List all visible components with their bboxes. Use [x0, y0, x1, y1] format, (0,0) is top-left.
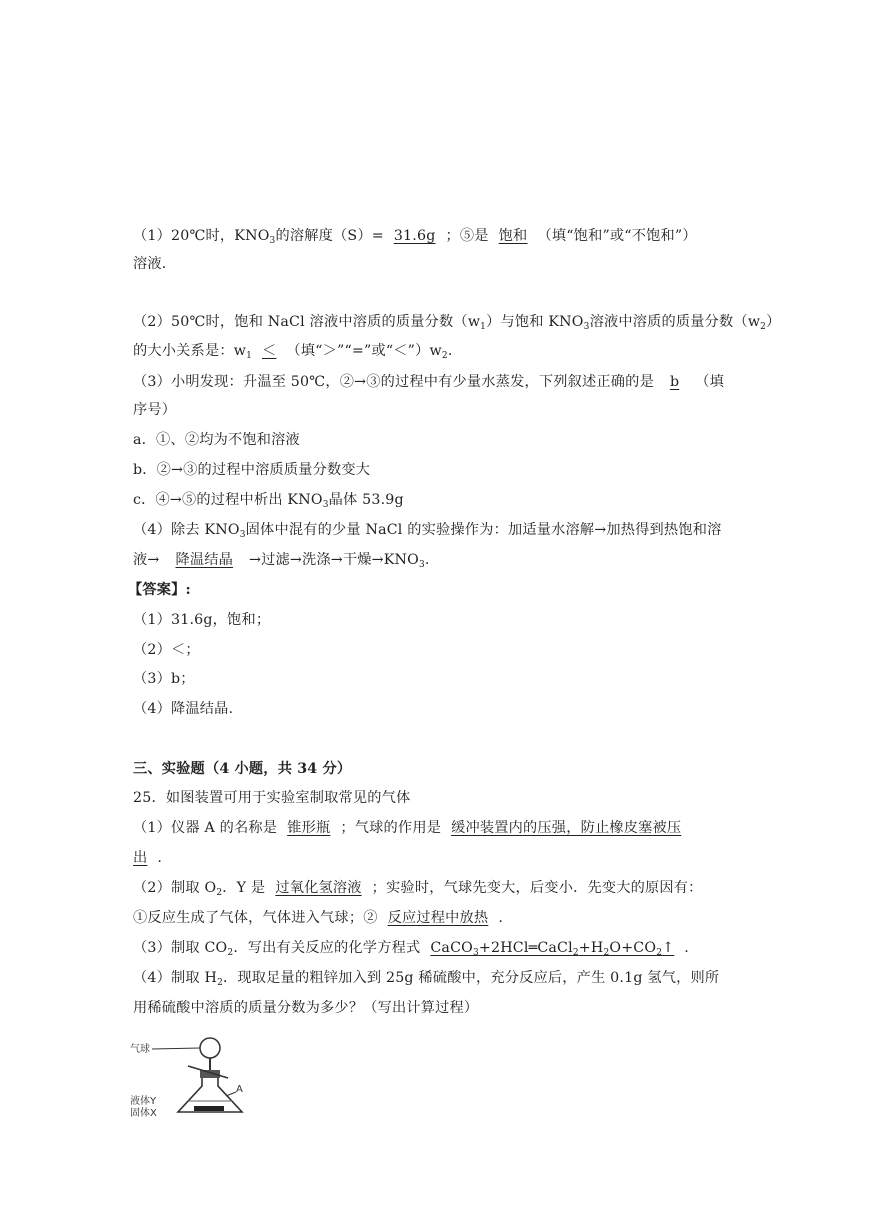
q25-part3: （3）制取 $CO_2$．写出有关反应的化学方程式 $CaCO_3+2HCl═CaCl_2+H_2O+CO_2↑$ .	[133, 940, 689, 958]
q3-option-c: c．④→⑤的过程中析出 $KNO_3$晶体 53.9g	[133, 492, 404, 510]
q25-part2-line1: （2）制取 $O_2$．Y 是 过氧化氢溶液 ；实验时，气球先变大，后变小．先变大的原因有：	[133, 880, 703, 898]
q25-part4-line2: 用稀硫酸中溶质的质量分数为多少？（写出计算过程）	[133, 1000, 479, 1016]
q1-answer-solubility: 31.6g	[393, 228, 436, 244]
q25-part1-answer-balloon: 缓冲装置内的压强，防止橡皮塞被压	[451, 820, 682, 836]
q25-part2-line2: ①反应生成了气体，气体进入气球；② 反应过程中放热 .	[133, 910, 504, 926]
q25-part2-answer-y: 过氧化氢溶液	[275, 880, 362, 896]
q2-line1: （2）50℃时，饱和 NaCl 溶液中溶质的质量分数$(w_1)$与饱和 $KNO_3$溶液中溶质的质量分数$(w_2)$	[133, 314, 781, 332]
q3-line1: （3）小明发现：升温至 50℃，②→③的过程中有少量水蒸发，下列叙述正确的是 b （填	[133, 374, 725, 390]
answer-2: （2）＜；	[133, 642, 200, 658]
q3-line2: 序号）	[133, 402, 177, 418]
q25-part1-answer-flask: 锥形瓶	[287, 820, 331, 836]
pointer-a	[226, 1092, 236, 1096]
q3-option-a: a．①、②均为不饱和溶液	[133, 432, 300, 448]
apparatus-figure	[128, 1030, 248, 1120]
q3-option-b: b．②→③的过程中溶质质量分数变大	[133, 462, 371, 478]
solid-x	[194, 1106, 224, 1111]
q1-line1: （1）20℃时，$KNO_3$的溶解度（S）= 31.6g ；⑤是 饱和 （填“饱和”或“不饱和”）	[133, 228, 697, 246]
section-heading: 三、实验题（4 小题，共 34 分）	[133, 761, 352, 777]
q25-part4-line1: （4）制取 $H_2$．现取足量的粗锌加入到 25g 稀硫酸中，充分反应后，产生 0.1g 氢气，则所	[133, 970, 720, 988]
answer-heading: 【答案】:	[128, 582, 191, 598]
q2-line2: 的大小关系是：$w_1$ ＜ （填“＞”“=”或“$<”)w_2$.	[133, 343, 453, 361]
q3-answer: b	[669, 374, 680, 390]
pointer-balloon	[152, 1048, 200, 1049]
q1-answer-saturated: 饱和	[498, 228, 528, 244]
q25-part1-line2: 出 .	[133, 850, 163, 866]
label-a: A	[236, 1084, 243, 1095]
q25-title: 25．如图装置可用于实验室制取常见的气体	[133, 790, 411, 806]
q4-line1: （4）除去 $KNO_3$固体中混有的少量 NaCl 的实验操作为：加适量水溶解→加热得到热饱和溶	[133, 522, 722, 540]
q25-part1-line1: （1）仪器 A 的名称是 锥形瓶 ；气球的作用是 缓冲装置内的压强，防止橡皮塞被压	[133, 820, 682, 836]
q1-line2: 溶液.	[133, 256, 167, 272]
label-balloon: 气球	[130, 1044, 150, 1055]
answer-4: （4）降温结晶.	[133, 701, 234, 717]
q4-line2: 液→ 降温结晶 →过滤→洗涤→干燥$\to KNO_3$.	[133, 552, 430, 570]
q25-part3-equation: $CaCO_3+2HCl═CaCl_2+H_2O+CO_2↑$	[430, 940, 675, 958]
balloon-shape	[200, 1038, 220, 1058]
flask-apparatus-diagram	[128, 1030, 248, 1120]
q4-answer: 降温结晶	[175, 552, 234, 568]
answer-1: （1）31.6g，饱和；	[133, 612, 271, 628]
q25-part2-answer-reason: 反应过程中放热	[387, 910, 489, 926]
answer-3: （3）b；	[133, 671, 195, 687]
label-liquid-y: 液体Y	[130, 1096, 157, 1107]
q2-answer: ＜	[262, 343, 277, 359]
label-solid-x: 固体X	[130, 1108, 157, 1119]
